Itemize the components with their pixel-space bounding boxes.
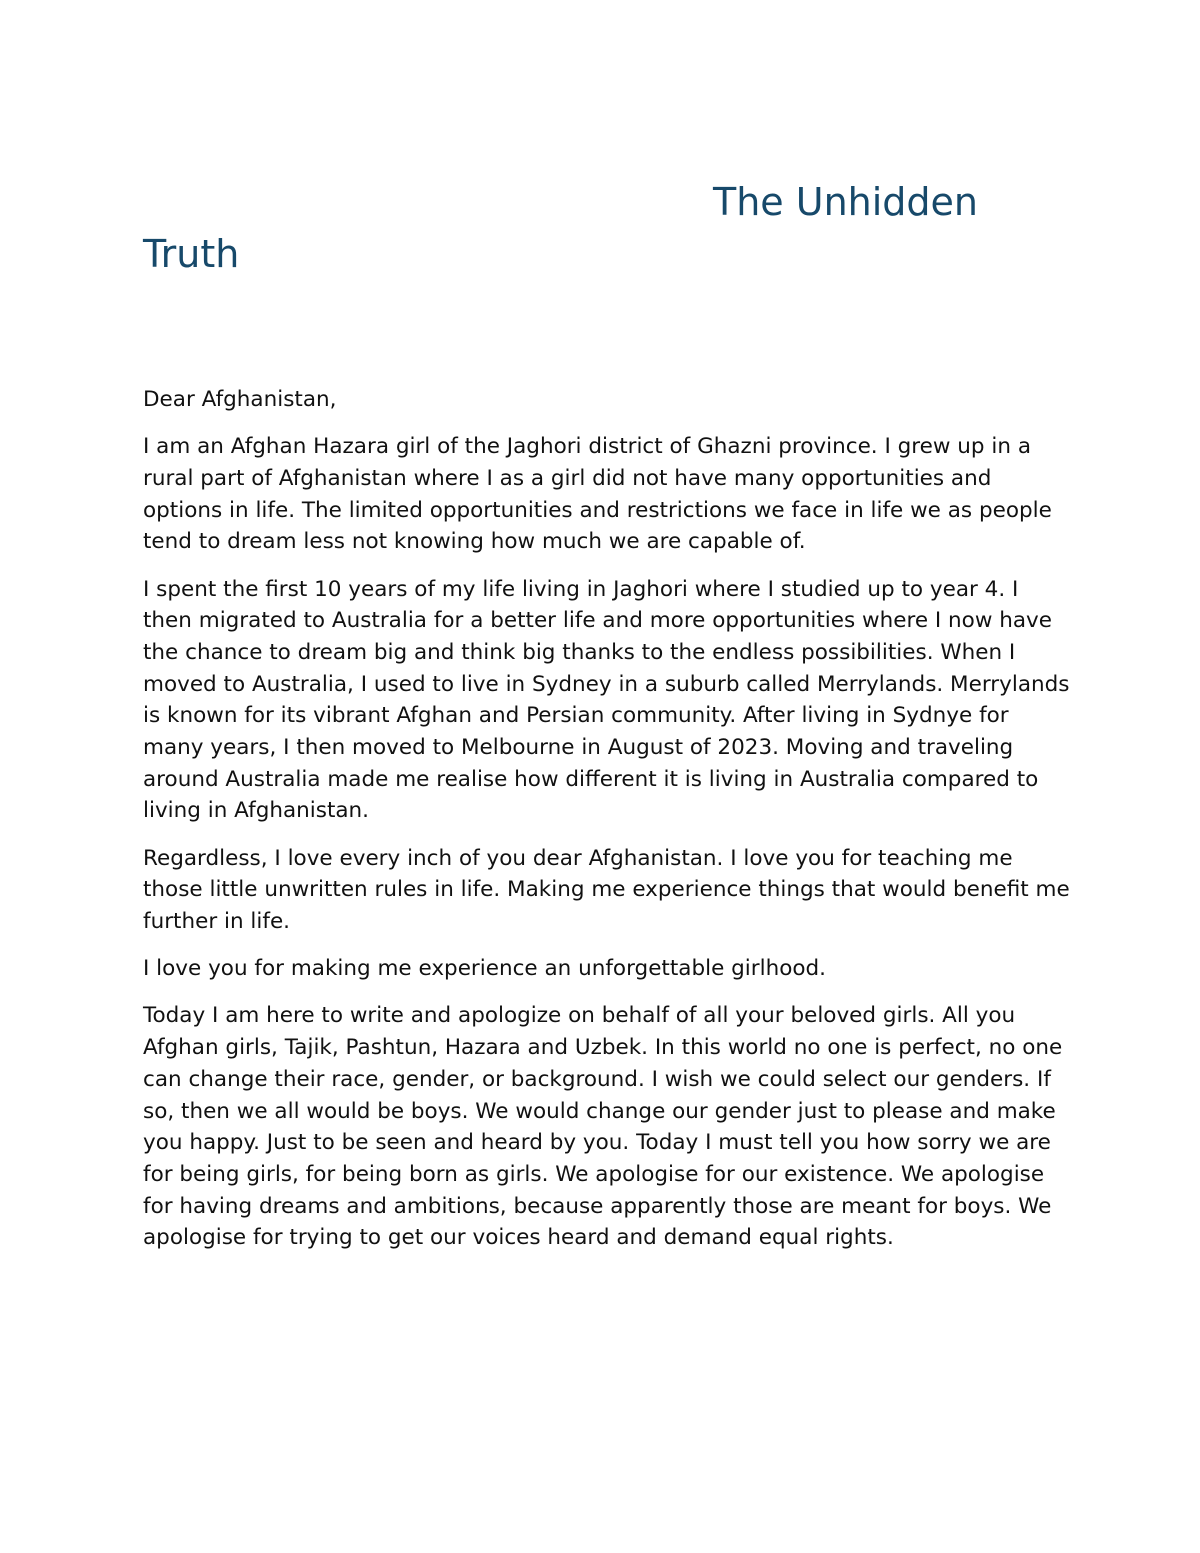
paragraph-5: Today I am here to write and apologize on behalf of all your beloved girls. All you Afghan girls, Tajik, Pashtun, Hazara and Uzbek. In this world no one is perfect, no one can change their race, gender, or background. I wish we could select our genders. If so, then we all would be boys. We would change our gender just to please and make you happy. Just to be seen and heard by you. Today I must tell you how sorry we are for being girls, for being born as girls. We apologise for our existence. We apologise for having dreams and ambitions, because apparently those are meant for boys. We apologise for trying to get our voices heard and demand equal rights. [143,1003,1063,1251]
paragraph-3: Regardless, I love every inch of you dear Afghanistan. I love you for teaching me those little unwritten rules in life. Making me experience things that would benefit me further in life. [143,845,1070,935]
paragraph-1: I am an Afghan Hazara girl of the Jaghori district of Ghazni province. I grew up in a rural part of Afghanistan where I as a girl did not have many opportunities and options in life. The limited opportunities and restrictions we face in life we as people tend to dream less not knowing how much we are capable of. [143,434,1052,555]
paragraph-4: I love you for making me experience an unforgettable girlhood. [143,956,826,982]
document-title: The Unhidden Truth [143,180,978,276]
letter-body [143,384,1073,1270]
salutation: Dear Afghanistan, [143,387,337,412]
paragraph-2: I spent the first 10 years of my life living in Jaghori where I studied up to year 4. I then migrated to Australia for a better life and more opportunities where I now have the chance to dream big and think big thanks to the endless possibilities. When I moved to Australia, I used to live in Sydney in a suburb called Merrylands. Merrylands is known for its vibrant Afghan and Persian community. After living in Sydnye for many years, I then moved to Melbourne in August of 2023. Moving and traveling around Australia made me realise how different it is living in Australia compared to living in Afghanistan. [143,576,1070,824]
